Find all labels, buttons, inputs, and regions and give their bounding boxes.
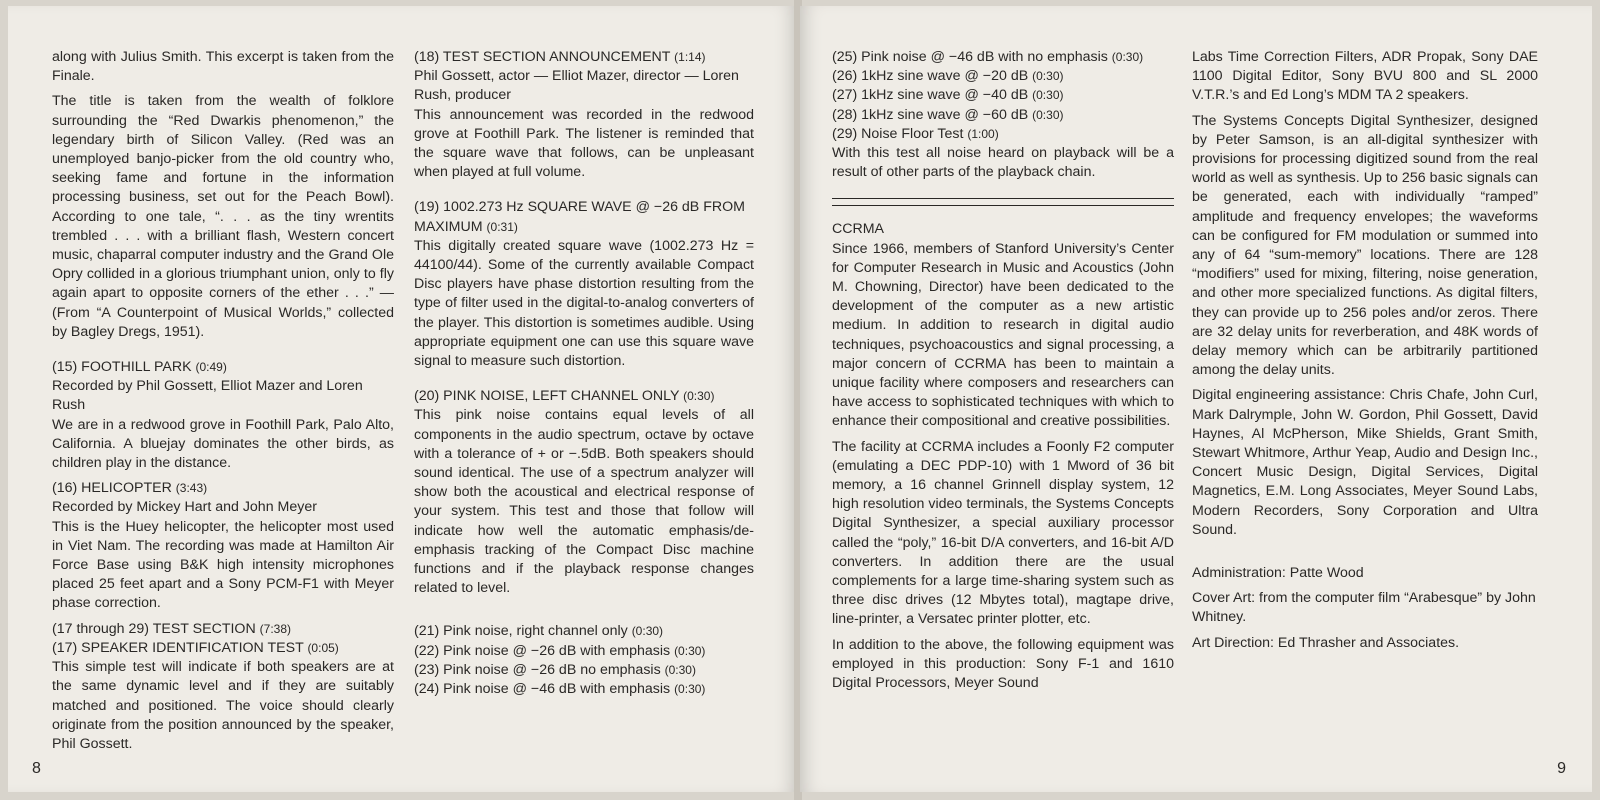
track-21-heading: (21) Pink noise, right channel only (0:30)	[414, 623, 664, 640]
section-divider	[832, 198, 1174, 206]
track-23-heading: (23) Pink noise @ −26 dB no emphasis (0:30)	[414, 661, 696, 678]
track-16-credit: Recorded by Mickey Hart and John Meyer	[52, 499, 317, 516]
synthesizer-description: The Systems Concepts Digital Synthesizer, designed by Peter Samson, is an all-digital synthesizer with provisions for processing digitized sound from the real world as well as synthesis. Up to 256 basic signals can be generated, each with individually “ramped” amplitude and frequency envelopes; the waveforms can be configured for FM modulation or summed into any of 64 “sum-memory” locations. There are 128 “modifiers” used for mixing, filtering, noise generation, and other more specialized functions. As digital filters, they can provide up to 256 poles and/or zeros. There are 32 delay units for reverberation, and 48K words of delay memory which can be arbitrarily partitioned among the delay units.	[1192, 112, 1538, 379]
left-column-2	[414, 48, 754, 699]
track-15-heading: (15) FOOTHILL PARK (0:49)	[52, 359, 227, 376]
page-number-right: 9	[1557, 760, 1566, 777]
track-24-heading: (24) Pink noise @ −46 dB with emphasis (0:30)	[414, 681, 706, 698]
ccrma-heading: CCRMA	[832, 221, 885, 238]
track-27-heading: (27) 1kHz sine wave @ −40 dB (0:30)	[832, 87, 1064, 104]
engineering-assistance: Digital engineering assistance: Chris Chafe, John Curl, Mark Dalrymple, John W. Gordon, Phil Gossett, David Haynes, Al McPherson, Mike Shields, Grant Smith, Stewart Whitmore, Arthur Yeap, Audio and Design Inc., Concert Music Design, Digital Services, Digital Magnetics, E.M. Long Associates, Meyer Sound Labs, Modern Recorders, Sony Corporation and Ultra Sound.	[1192, 387, 1538, 538]
track-25-heading: (25) Pink noise @ −46 dB with no emphasis (0:30)	[832, 49, 1144, 65]
administration-credit: Administration: Patte Wood	[1192, 565, 1364, 582]
track-20-heading: (20) PINK NOISE, LEFT CHANNEL ONLY (0:30)	[414, 388, 715, 405]
track-19-heading: (19) 1002.273 Hz SQUARE WAVE @ −26 dB FROM MAXIMUM (0:31)	[414, 199, 745, 235]
left-column-1	[52, 48, 394, 760]
intro-continuation: along with Julius Smith. This excerpt is taken from the Finale.	[52, 49, 394, 85]
track-15-body: We are in a redwood grove in Foothill Park, Palo Alto, California. A bluejay dominates the other birds, as children play in the distance.	[52, 416, 394, 472]
track-29-heading: (29) Noise Floor Test (1:00)	[832, 125, 999, 142]
right-column-1	[832, 48, 1174, 699]
right-page	[800, 6, 1592, 792]
right-column-2	[1192, 48, 1538, 659]
art-direction-credit: Art Direction: Ed Thrasher and Associates.	[1192, 634, 1460, 651]
equipment-continuation: Labs Time Correction Filters, ADR Propak, Sony DAE 1100 Digital Editor, Sony BVU 800 and SL 2000 V.T.R.’s and Ed Long’s MDM TA 2 speakers.	[1192, 49, 1538, 104]
left-page	[8, 6, 796, 792]
track-19-body: This digitally created square wave (1002.273 Hz = 44100/44). Some of the currently available Compact Disc players have phase distortion resulting from the type of filter used in the digital-to-analog converters of the player. This distortion is sometimes audible. Using appropriate equipment one can use this square wave signal to measure such distortion.	[414, 237, 754, 370]
page-number-left: 8	[32, 760, 41, 777]
divider-line	[832, 205, 1174, 206]
divider-line	[832, 198, 1174, 199]
track-16-body: This is the Huey helicopter, the helicopter most used in Viet Nam. The recording was made at Hamilton Air Force Base using B&K high intensity microphones placed 25 feet apart and a Sony PCM-F1 with Meyer phase correction.	[52, 518, 394, 612]
track-17-body: This simple test will indicate if both speakers are at the same dynamic level and if they are suitably matched and positioned. The voice should clearly originate from the position announced by the speaker, Phil Gossett.	[52, 659, 394, 752]
track-18-credit: Phil Gossett, actor — Elliot Mazer, director — Loren Rush, producer	[414, 68, 739, 104]
track-26-heading: (26) 1kHz sine wave @ −20 dB (0:30)	[832, 68, 1064, 85]
cover-art-credit: Cover Art: from the computer film “Arabesque” by John Whitney.	[1192, 590, 1536, 626]
track-28-heading: (28) 1kHz sine wave @ −60 dB (0:30)	[832, 106, 1064, 123]
ccrma-intro: Since 1966, members of Stanford University’s Center for Computer Research in Music and Acoustics (John M. Chowning, Director) have been dedicated to the development of the computer as a new artistic medium. In addition to research in digital audio techniques, psychoacoustics and signal processing, a major concern of CCRMA has been to maintain a unique facility where composers and researchers can have access to sophisticated techniques with which to enhance their compositional and creative possibilities.	[832, 240, 1174, 430]
intro-folklore: The title is taken from the wealth of folklore surrounding the “Red Dwarkis phenomenon,” the legendary birth of Silicon Valley. (Red was an unemployed banjo-picker from the old country who, seeking fame and fortune in the information processing business, set out for the Peach Bowl). According to one tale, “. . . as the tiny wrentits trembled . . . with a brilliant flash, Western concert music, chaparral computer industry and the Grand Ole Opry collided in a glorious triumphant union, only to fly again apart to opposite corners of the ether . . .” — (From “A Counterpoint of Musical Worlds,” collected by Bagley Dregs, 1951).	[52, 93, 394, 340]
ccrma-facility: The facility at CCRMA includes a Foonly F2 computer (emulating a DEC PDP-10) with 1 Mword of 36 bit memory, a 16 channel Grinnell display system, 12 high resolution video terminals, the Systems Concepts Digital Synthesizer, a special auxiliary processor called the “poly,” 16-bit D/A converters, and 16-bit A/D converters. In addition there are the usual complements for a large time-sharing system such as three disc drives (12 Mbytes total), magtape drive, line-printer, a Versatec printer plotter, etc.	[832, 438, 1174, 628]
track-16-heading: (16) HELICOPTER (3:43)	[52, 480, 208, 497]
track-15-credit: Recorded by Phil Gossett, Elliot Mazer and Loren Rush	[52, 378, 363, 414]
test-section-heading: (17 through 29) TEST SECTION (7:38)	[52, 620, 292, 637]
ccrma-equipment: In addition to the above, the following equipment was employed in this production: Sony F-1 and 1610 Digital Processors, Meyer Sound	[832, 636, 1174, 692]
track-17-heading: (17) SPEAKER IDENTIFICATION TEST (0:05)	[52, 639, 339, 656]
track-29-body: With this test all noise heard on playback will be a result of other parts of the playback chain.	[832, 145, 1174, 181]
track-18-heading: (18) TEST SECTION ANNOUNCEMENT (1:14)	[414, 49, 706, 65]
track-20-body: This pink noise contains equal levels of all components in the audio spectrum, octave by octave with a tolerance of + or −.5dB. Both speakers should sound identical. The use of a spectrum analyzer will show both the acoustical and electrical response of your system. This test and those that follow will indicate how well the automatic emphasis/de-emphasis tracking of the Compact Disc machine functions and if the playback response changes related to level.	[414, 407, 754, 597]
track-18-body: This announcement was recorded in the redwood grove at Foothill Park. The listener is reminded that the square wave that follows, can be unpleasant when played at full volume.	[414, 106, 754, 181]
track-22-heading: (22) Pink noise @ −26 dB with emphasis (0:30)	[414, 642, 706, 659]
